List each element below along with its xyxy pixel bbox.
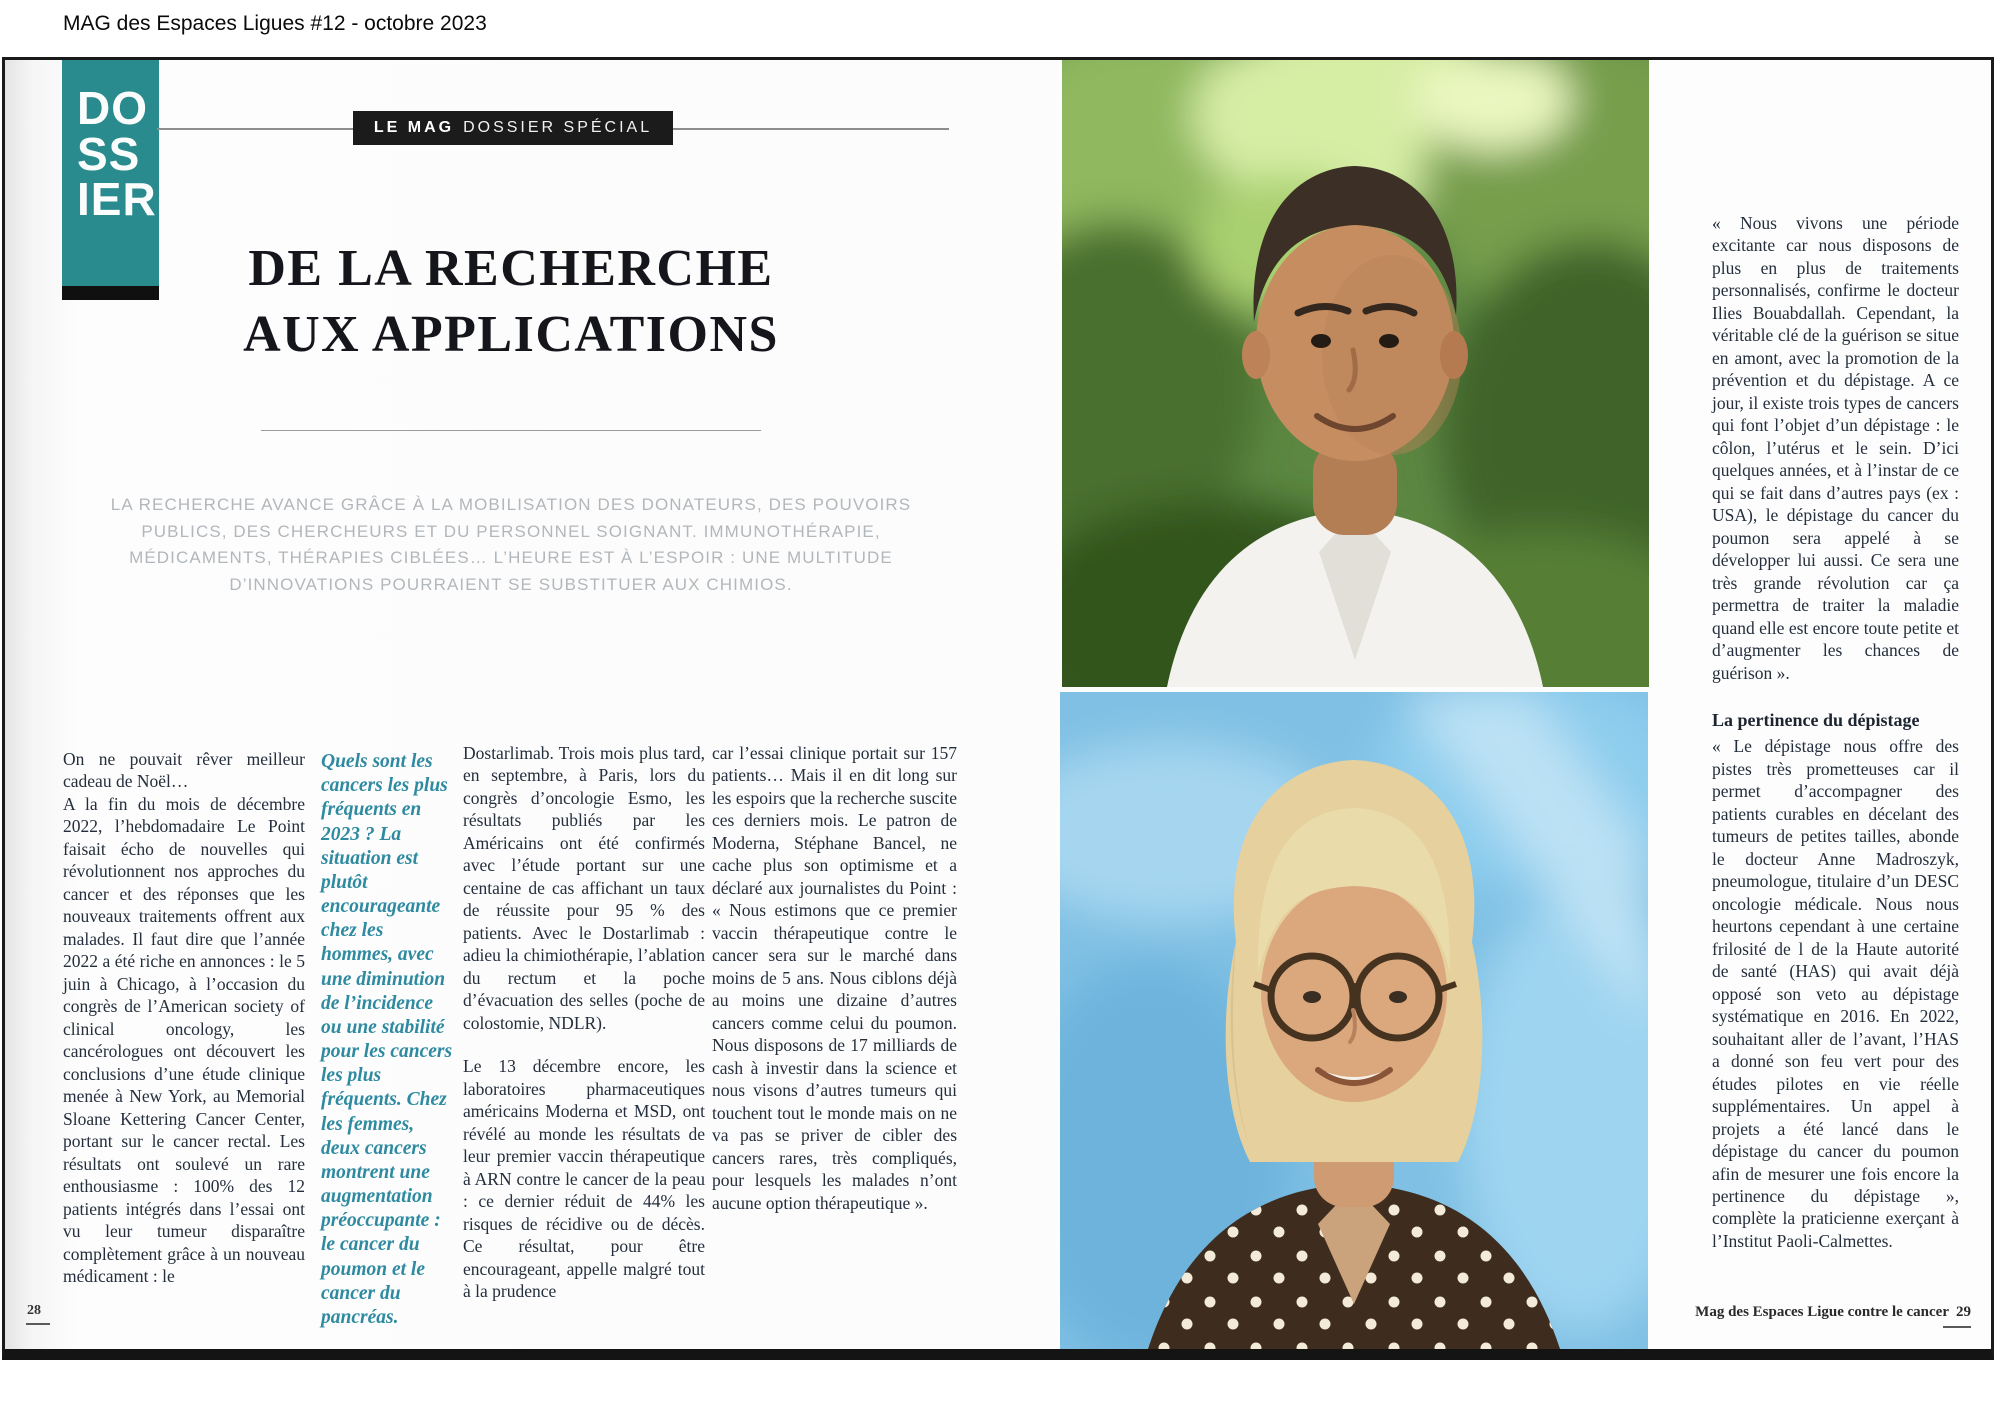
subtitle-line-1: LA RECHERCHE AVANCE GRÂCE À LA MOBILISATION DES DONATEURS, DES POUVOIRS xyxy=(110,495,912,514)
dossier-black-bar xyxy=(62,286,159,300)
paragraph: Le 13 décembre encore, les laboratoires pharmaceutiques américains Moderna et MSD, ont révélé au monde les résultats de leur premier vaccin thérapeutique à ARN contre le cancer de la peau : ce dernier réduit de 44% les risques de récidive ou de décès. Ce résultat, pour être encourageant, appelle malgré tout à la prudence xyxy=(463,1056,705,1302)
magazine-spread xyxy=(2,57,1994,1360)
badge-label-lemag: LE MAG xyxy=(373,119,455,136)
page-number-left: 28 xyxy=(27,1303,41,1318)
dossier-tab xyxy=(62,60,159,286)
body-column-4 xyxy=(712,742,957,1214)
subtitle-line-3: MÉDICAMENTS, THÉRAPIES CIBLÉES… L’HEURE EST À L’ESPOIR : UNE MULTITUDE xyxy=(129,548,893,568)
article-title xyxy=(155,236,867,368)
subtitle-line-4: D’INNOVATIONS POURRAIENT SE SUBSTITUER AUX CHIMIOS. xyxy=(229,574,793,594)
paragraph: car l’essai clinique portait sur 157 patients… Mais il en dit long sur les espoirs que la recherche suscite ces derniers mois. Le patron de Moderna, Stéphane Bancel, ne cache plus son optimisme et a déclaré aux journalistes du Point : « Nous estimons que ce premier vaccin thérapeutique contre le cancer sera sur le marché dans moins de 5 ans. Nous ciblons déjà au moins une dizaine d’autres cancers comme celui du poumon. Nous disposons de 17 milliards de cash à investir dans la science et nous visons d’autres tumeurs qui touchent tout le monde mais on ne va pas se priver de cibler des cancers rares, très compliqués, pour lesquels les malades n’ont aucune option thérapeutique ». xyxy=(712,743,957,1213)
paragraph: « Le dépistage nous offre des pistes très prometteuses car il permet d’accompagner des patients curables en décelant des tumeurs de petites tailles, abonde le docteur Anne Madroszyk, pneumologue, titulaire d’un DESC oncologie médicale. Nous nous heurtons cependant à une certaine frilosité de l de la Haute autorité de santé (HAS) qui avait déjà opposé son veto au dépistage systématique en 2016. En 2022, souhaitant aller de l’avant, l’HAS a donné son feu vert pour des études pilotes en vie réelle supplémentaires. Un appel à projets a été lancé dans le dépistage du cancer du poumon afin de mesurer une fois encore la pertinence du dépistage », complète la praticienne exerçant à l’Institut Paoli-Calmettes. xyxy=(1712,736,1959,1251)
body-column-1 xyxy=(63,748,305,1288)
subtitle-line-2: PUBLICS, DES CHERCHEURS ET DU PERSONNEL SOIGNANT. IMMUNOTHÉRAPIE, xyxy=(141,521,881,541)
page-number-right-rule xyxy=(1943,1326,1971,1328)
photo-man-portrait xyxy=(1062,60,1649,687)
badge-label-dossier-special: DOSSIER SPÉCIAL xyxy=(463,119,653,136)
viewer-title: MAG des Espaces Ligues #12 - octobre 2023 xyxy=(63,12,487,35)
paragraph: Dostarlimab. Trois mois plus tard, en septembre, à Paris, lors du congrès d’oncologie Esmo, les résultats publiés par les Américains ont été confirmés avec l’étude portant sur une centaine de cas affichant un taux de réussite pour 95 % des patients. Avec le Dostarlimab : adieu la chimiothérapie, l’ablation du rectum et la poche d’évacuation des selles (poche de colostomie, NDLR). xyxy=(463,743,705,1033)
article-subtitle xyxy=(90,492,932,598)
paragraph: « Nous vivons une période excitante car nous disposons de plus en plus de traitements personnalisés, confirme le docteur Ilies Bouabdallah. Cependant, la véritable clé de la guérison se situe en amont, avec la promotion de la prévention et du dépistage. A ce jour, il existe trois types de cancers qui font l’objet d’un dépistage : le côlon, l’utérus et le sein. D’ici quelques années, et à l’instar de ce qui se fait dans d’autres pays (ex : USA), le dépistage du cancer du poumon sera appelé à se développer lui aussi. Ce sera une très grande révolution car ça permettra de traiter la maladie quand elle est encore toute petite et d’augmenter les chances de guérison ». xyxy=(1712,213,1959,683)
paragraph: On ne pouvait rêver meilleur cadeau de Noël… xyxy=(63,749,305,792)
dossier-line-2: SS xyxy=(77,127,141,180)
dossier-line-1: DO xyxy=(77,82,148,134)
footer-right xyxy=(1695,1304,1971,1321)
pull-quote: Quels sont les cancers les plus fréquents en 2023 ? La situation est plutôt encourageante chez les hommes, avec une diminution de l’incidence ou une stabilité pour les cancers les plus fréquents. Chez les femmes, deux cancers montrent une augmentation préoccupante : le cancer du poumon et le cancer du pancréas. xyxy=(321,751,453,1328)
right-page-column xyxy=(1712,212,1959,1252)
page-number-right: 29 xyxy=(1956,1304,1971,1320)
photo-woman-portrait xyxy=(1060,692,1648,1349)
title-line-1: DE LA RECHERCHE xyxy=(248,240,774,297)
dossier-line-3: IER xyxy=(77,173,157,226)
body-column-3 xyxy=(463,742,705,1303)
title-line-2: AUX APPLICATIONS xyxy=(243,306,779,364)
title-divider xyxy=(261,430,761,431)
paragraph: A la fin du mois de décembre 2022, l’hebdomadaire Le Point faisait écho de nouvelles qui révolutionnent nos approches du cancer et des réponses que les nouveaux traitements offrent aux malades. Il faut dire que l’année 2022 a été riche en annonces : le 5 juin à Chicago, à l’occasion du congrès de l’American society of clinical oncology, les cancérologues ont découvert les conclusions d’une étude clinique menée à New York, au Memorial Sloane Kettering Cancer Center, portant sur le cancer rectal. Les résultats ont soulevé un rare enthousiasme : 100% des 12 patients intégrés dans l’essai ont vu leur tumeur disparaître complètement grâce à un nouveau médicament : le xyxy=(63,793,305,1287)
footer-magazine-name: Mag des Espaces Ligue contre le cancer xyxy=(1695,1304,1949,1320)
page-number-left-rule xyxy=(26,1323,50,1325)
section-heading: La pertinence du dépistage xyxy=(1712,710,1920,731)
section-badge xyxy=(353,111,673,145)
